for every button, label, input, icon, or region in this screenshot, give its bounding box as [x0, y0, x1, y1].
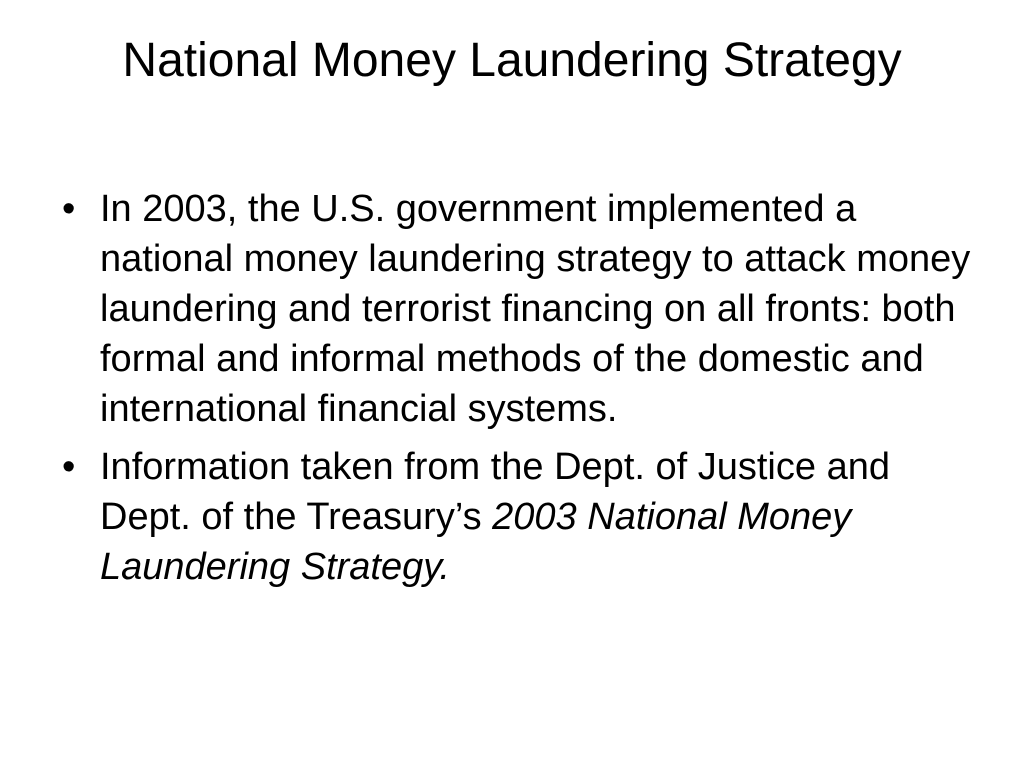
bullet-item-strategy: [62, 184, 972, 434]
bullet-text: Information taken from the Dept. of Justice and Dept. of the Treasury’s: [100, 446, 890, 538]
bullet-symbol: •: [62, 188, 76, 230]
bullet-symbol: •: [62, 446, 76, 488]
slide-title: National Money Laundering Strategy: [122, 34, 902, 87]
source-title: 2003 National Money Laundering Strategy.: [100, 496, 852, 588]
bullet-item-source: [62, 442, 972, 592]
bullet-text: In 2003, the U.S. government implemented a national money laundering strategy to attack money laundering and terrorist financing on all fronts: both formal and informal methods of the domestic and international financial systems.: [100, 188, 971, 430]
bullet-list: [62, 184, 972, 600]
